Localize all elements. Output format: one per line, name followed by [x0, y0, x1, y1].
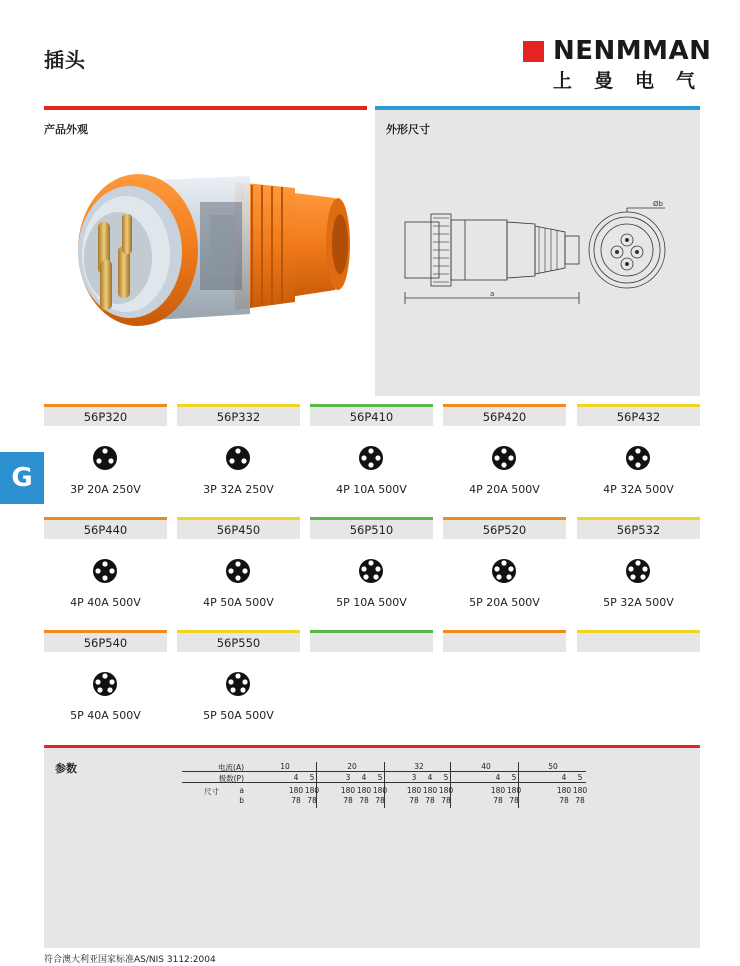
size-b-value: 78 — [425, 796, 435, 805]
pin-layout-icon — [490, 557, 518, 585]
size-a-value: 180 — [288, 786, 304, 795]
plug-product-image — [60, 160, 360, 335]
appearance-divider — [44, 106, 367, 110]
size-b-value: 78 — [409, 796, 419, 805]
product-spec: 5P 50A 500V — [203, 709, 274, 722]
size-a-value: 180 — [356, 786, 372, 795]
product-code: 56P550 — [177, 630, 300, 652]
pin-layout-icon — [624, 557, 652, 585]
current-value: 10 — [280, 762, 290, 771]
dimensions-label: 外形尺寸 — [386, 123, 430, 136]
current-value: 50 — [548, 762, 558, 771]
pin-layout-icon — [91, 670, 119, 698]
row-label-size: 尺寸 — [204, 787, 219, 796]
size-a-value: 180 — [572, 786, 588, 795]
product-spec: 5P 10A 500V — [336, 596, 407, 609]
row-label-b: b — [239, 796, 244, 805]
size-b-value: 78 — [441, 796, 451, 805]
size-b-value: 78 — [291, 796, 301, 805]
row-label-current: 电流(A) — [218, 763, 244, 772]
pin-layout-icon — [91, 557, 119, 585]
product-code: 56P520 — [443, 517, 566, 539]
row-label-a: a — [239, 786, 244, 795]
product-spec: 4P 40A 500V — [70, 596, 141, 609]
product-code — [310, 630, 433, 652]
size-b-value: 78 — [575, 796, 585, 805]
size-a-value: 180 — [556, 786, 572, 795]
size-b-value: 78 — [375, 796, 385, 805]
product-spec: 4P 50A 500V — [203, 596, 274, 609]
product-code: 56P450 — [177, 517, 300, 539]
poles-value: 4 — [495, 773, 501, 782]
product-code: 56P540 — [44, 630, 167, 652]
plug-dimension-drawing — [395, 200, 695, 310]
pin-layout-icon — [490, 444, 518, 472]
pin-layout-icon — [357, 444, 385, 472]
product-spec: 4P 10A 500V — [336, 483, 407, 496]
dimension-a-label: a — [490, 290, 495, 298]
section-tab-g[interactable]: G — [0, 452, 44, 504]
pin-layout-icon — [224, 557, 252, 585]
dimension-b-label: Øb — [653, 200, 663, 208]
poles-value: 4 — [293, 773, 299, 782]
poles-value: 5 — [309, 773, 315, 782]
product-code — [443, 630, 566, 652]
product-code: 56P532 — [577, 517, 700, 539]
group-divider — [518, 762, 519, 808]
poles-value: 3 — [345, 773, 351, 782]
poles-value: 4 — [561, 773, 567, 782]
product-spec: 4P 32A 500V — [603, 483, 674, 496]
size-b-value: 78 — [307, 796, 317, 805]
size-a-value: 180 — [506, 786, 522, 795]
product-spec: 3P 32A 250V — [203, 483, 274, 496]
product-code: 56P440 — [44, 517, 167, 539]
product-code: 56P420 — [443, 404, 566, 426]
brand-name-cn: 上曼电气 — [553, 70, 718, 92]
poles-value: 3 — [411, 773, 417, 782]
product-code: 56P332 — [177, 404, 300, 426]
size-a-value: 180 — [406, 786, 422, 795]
brand-name: NENMMAN — [553, 36, 712, 66]
row-label-poles: 极数(P) — [218, 774, 244, 783]
group-divider — [316, 762, 317, 808]
poles-value: 5 — [443, 773, 449, 782]
current-value: 32 — [414, 762, 424, 771]
size-a-value: 180 — [490, 786, 506, 795]
current-value: 20 — [347, 762, 357, 771]
pin-layout-icon — [224, 444, 252, 472]
product-code: 56P410 — [310, 404, 433, 426]
poles-value: 4 — [361, 773, 367, 782]
params-panel — [44, 748, 700, 948]
pin-layout-icon — [624, 444, 652, 472]
product-spec: 3P 20A 250V — [70, 483, 141, 496]
size-a-value: 180 — [340, 786, 356, 795]
size-b-value: 78 — [559, 796, 569, 805]
params-label: 参数 — [55, 762, 77, 775]
product-code — [577, 630, 700, 652]
poles-value: 4 — [427, 773, 433, 782]
group-divider — [450, 762, 451, 808]
size-b-value: 78 — [343, 796, 353, 805]
group-divider — [384, 762, 385, 808]
pin-layout-icon — [91, 444, 119, 472]
product-spec: 5P 20A 500V — [469, 596, 540, 609]
product-spec: 5P 40A 500V — [70, 709, 141, 722]
appearance-label: 产品外观 — [44, 123, 88, 136]
product-code: 56P320 — [44, 404, 167, 426]
product-spec: 5P 32A 500V — [603, 596, 674, 609]
pin-layout-icon — [224, 670, 252, 698]
poles-value: 5 — [511, 773, 517, 782]
size-a-value: 180 — [438, 786, 454, 795]
size-b-value: 78 — [359, 796, 369, 805]
product-spec: 4P 20A 500V — [469, 483, 540, 496]
size-a-value: 180 — [304, 786, 320, 795]
poles-value: 5 — [377, 773, 383, 782]
size-b-value: 78 — [509, 796, 519, 805]
size-b-value: 78 — [493, 796, 503, 805]
product-code: 56P510 — [310, 517, 433, 539]
brand-logo-square — [523, 41, 544, 62]
standard-note: 符合澳大利亚国家标准AS/NIS 3112:2004 — [44, 955, 216, 965]
poles-value: 5 — [577, 773, 583, 782]
pin-layout-icon — [357, 557, 385, 585]
page-title: 插头 — [44, 48, 86, 72]
size-a-value: 180 — [372, 786, 388, 795]
current-value: 40 — [481, 762, 491, 771]
product-code: 56P432 — [577, 404, 700, 426]
size-a-value: 180 — [422, 786, 438, 795]
